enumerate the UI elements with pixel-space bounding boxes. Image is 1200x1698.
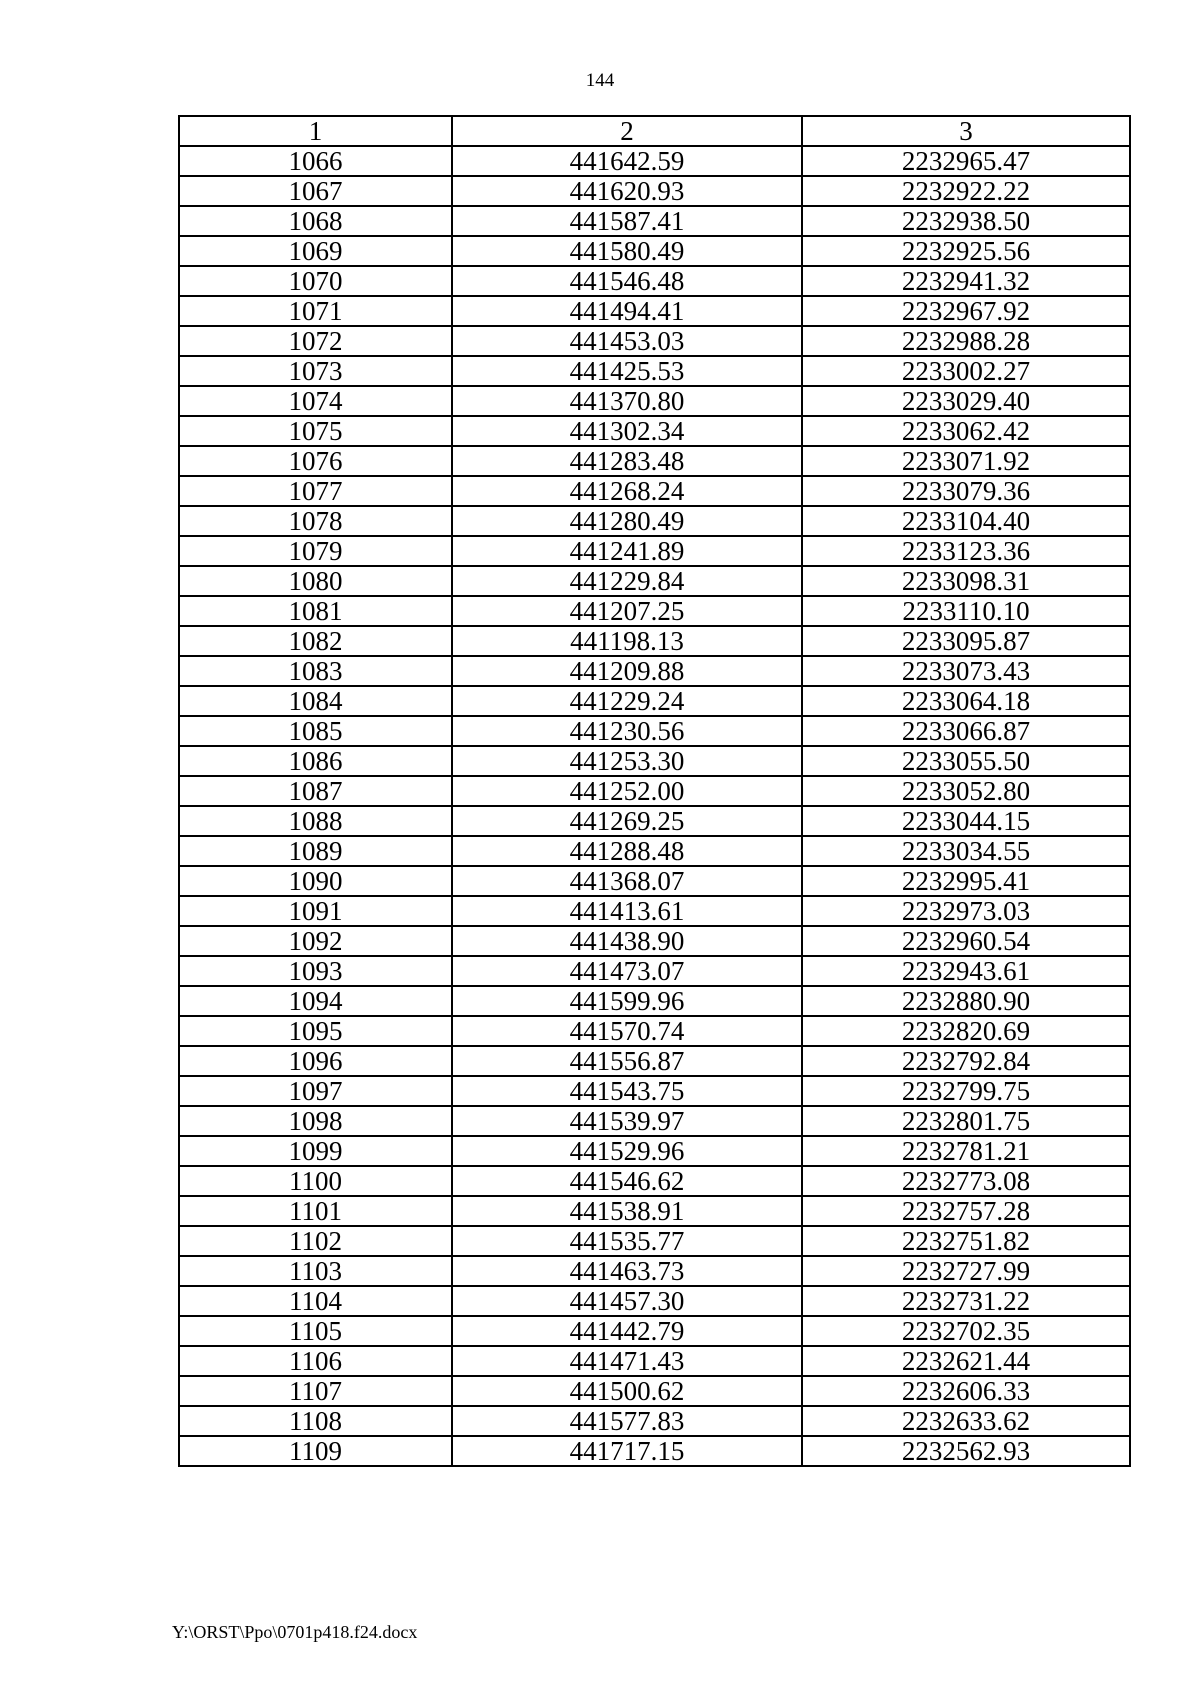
table-row [179,626,1130,656]
table-cell: 441368.07 [452,866,802,896]
table-cell: 441463.73 [452,1256,802,1286]
table-row [179,716,1130,746]
table-cell: 441253.30 [452,746,802,776]
table-cell: 2233034.55 [802,836,1130,866]
table-body [179,146,1130,1466]
table-row [179,536,1130,566]
table-cell: 1101 [179,1196,452,1226]
table-cell: 1095 [179,1016,452,1046]
table-cell: 441269.25 [452,806,802,836]
table-cell: 1073 [179,356,452,386]
table-row [179,596,1130,626]
table-cell: 2232967.92 [802,296,1130,326]
table-cell: 1078 [179,506,452,536]
table-cell: 2233044.15 [802,806,1130,836]
table-cell: 441370.80 [452,386,802,416]
table-cell: 1070 [179,266,452,296]
table-cell: 2233110.10 [802,596,1130,626]
table-row [179,776,1130,806]
table-cell: 2232820.69 [802,1016,1130,1046]
table-cell: 1085 [179,716,452,746]
table-cell: 2232702.35 [802,1316,1130,1346]
table-cell: 2233002.27 [802,356,1130,386]
table-row [179,1316,1130,1346]
table-cell: 2233064.18 [802,686,1130,716]
table-row [179,476,1130,506]
table-row [179,506,1130,536]
table-row [179,446,1130,476]
table-cell: 1069 [179,236,452,266]
table-row [179,836,1130,866]
table-cell: 1081 [179,596,452,626]
table-cell: 2232621.44 [802,1346,1130,1376]
table-cell: 1104 [179,1286,452,1316]
table-cell: 441546.48 [452,266,802,296]
table-cell: 2232965.47 [802,146,1130,176]
table-cell: 1075 [179,416,452,446]
table-row [179,206,1130,236]
table-row [179,1436,1130,1466]
table-cell: 2233095.87 [802,626,1130,656]
table-cell: 2232941.32 [802,266,1130,296]
table-row [179,956,1130,986]
table-row [179,1196,1130,1226]
table-cell: 2233062.42 [802,416,1130,446]
page-number: 144 [585,70,615,91]
table-cell: 1082 [179,626,452,656]
table-cell: 2233029.40 [802,386,1130,416]
table-cell: 1080 [179,566,452,596]
table-cell: 1088 [179,806,452,836]
table-cell: 1091 [179,896,452,926]
table-cell: 1106 [179,1346,452,1376]
table-header-row [179,116,1130,146]
table-row [179,1166,1130,1196]
table-row [179,686,1130,716]
table-cell: 1100 [179,1166,452,1196]
table-cell: 1103 [179,1256,452,1286]
table-cell: 441620.93 [452,176,802,206]
table-cell: 1102 [179,1226,452,1256]
table-cell: 441535.77 [452,1226,802,1256]
table-cell: 441580.49 [452,236,802,266]
table-cell: 441453.03 [452,326,802,356]
column-header: 1 [179,116,452,146]
table-cell: 2232757.28 [802,1196,1130,1226]
table-row [179,656,1130,686]
table-cell: 441438.90 [452,926,802,956]
table-row [179,896,1130,926]
table-cell: 1096 [179,1046,452,1076]
table-row [179,386,1130,416]
table-cell: 1074 [179,386,452,416]
table-cell: 441556.87 [452,1046,802,1076]
table-cell: 1079 [179,536,452,566]
table-cell: 1105 [179,1316,452,1346]
table-cell: 1099 [179,1136,452,1166]
table-cell: 1077 [179,476,452,506]
table-cell: 2233071.92 [802,446,1130,476]
table-cell: 1093 [179,956,452,986]
table-cell: 2232960.54 [802,926,1130,956]
table-cell: 1071 [179,296,452,326]
table-cell: 441539.97 [452,1106,802,1136]
table-cell: 2233104.40 [802,506,1130,536]
table-cell: 441538.91 [452,1196,802,1226]
table-cell: 441268.24 [452,476,802,506]
table-cell: 441425.53 [452,356,802,386]
table-cell: 2233073.43 [802,656,1130,686]
table-cell: 2232799.75 [802,1076,1130,1106]
table-row [179,1076,1130,1106]
table-cell: 441198.13 [452,626,802,656]
table-cell: 2232801.75 [802,1106,1130,1136]
table-cell: 441457.30 [452,1286,802,1316]
table-cell: 1087 [179,776,452,806]
table-row [179,1046,1130,1076]
table-row [179,1286,1130,1316]
table-cell: 2232773.08 [802,1166,1130,1196]
coordinates-table [178,115,1131,1467]
table-cell: 2232943.61 [802,956,1130,986]
table-row [179,326,1130,356]
table-cell: 441229.24 [452,686,802,716]
table-cell: 1067 [179,176,452,206]
table-cell: 441717.15 [452,1436,802,1466]
table-row [179,926,1130,956]
table-cell: 1066 [179,146,452,176]
table-cell: 441543.75 [452,1076,802,1106]
table-cell: 2232606.33 [802,1376,1130,1406]
table-row [179,566,1130,596]
table-cell: 1108 [179,1406,452,1436]
table-cell: 1068 [179,206,452,236]
table-cell: 441546.62 [452,1166,802,1196]
table-cell: 1107 [179,1376,452,1406]
table-cell: 2233052.80 [802,776,1130,806]
table-row [179,1346,1130,1376]
table-cell: 1098 [179,1106,452,1136]
table-cell: 2233123.36 [802,536,1130,566]
table-row [179,356,1130,386]
table-cell: 441570.74 [452,1016,802,1046]
table-cell: 441494.41 [452,296,802,326]
table-cell: 1089 [179,836,452,866]
table-cell: 2232925.56 [802,236,1130,266]
table-row [179,746,1130,776]
table-row [179,1226,1130,1256]
table-cell: 2232633.62 [802,1406,1130,1436]
table-cell: 2232922.22 [802,176,1130,206]
table-cell: 441500.62 [452,1376,802,1406]
table-row [179,806,1130,836]
table-cell: 2232995.41 [802,866,1130,896]
table-cell: 2233079.36 [802,476,1130,506]
table-cell: 1083 [179,656,452,686]
table-cell: 2232973.03 [802,896,1130,926]
table-row [179,1136,1130,1166]
table-row [179,986,1130,1016]
table-row [179,146,1130,176]
table-cell: 2233098.31 [802,566,1130,596]
table-cell: 1109 [179,1436,452,1466]
table-cell: 1084 [179,686,452,716]
table-row [179,1016,1130,1046]
table-cell: 441241.89 [452,536,802,566]
table-cell: 1086 [179,746,452,776]
table-cell: 441599.96 [452,986,802,1016]
table-cell: 2232792.84 [802,1046,1130,1076]
table-row [179,1376,1130,1406]
table-cell: 441577.83 [452,1406,802,1436]
table-row [179,236,1130,266]
table-cell: 441302.34 [452,416,802,446]
table-cell: 2233055.50 [802,746,1130,776]
file-path-footer: Y:\ORST\Ppo\0701p418.f24.docx [172,1622,418,1642]
table-cell: 441209.88 [452,656,802,686]
table-cell: 1092 [179,926,452,956]
table-cell: 2232781.21 [802,1136,1130,1166]
table-cell: 441229.84 [452,566,802,596]
table-row [179,1406,1130,1436]
table-cell: 2232731.22 [802,1286,1130,1316]
column-header: 2 [452,116,802,146]
table-cell: 1090 [179,866,452,896]
table-cell: 441442.79 [452,1316,802,1346]
table-cell: 1072 [179,326,452,356]
column-header: 3 [802,116,1130,146]
table-row [179,296,1130,326]
table-cell: 2232988.28 [802,326,1130,356]
table-row [179,1106,1130,1136]
table-cell: 441473.07 [452,956,802,986]
table-cell: 441230.56 [452,716,802,746]
table-cell: 441283.48 [452,446,802,476]
table-cell: 2232751.82 [802,1226,1130,1256]
table-row [179,866,1130,896]
table-cell: 441529.96 [452,1136,802,1166]
table-cell: 1076 [179,446,452,476]
table-cell: 441587.41 [452,206,802,236]
table-cell: 441288.48 [452,836,802,866]
table-cell: 2232562.93 [802,1436,1130,1466]
table-cell: 441471.43 [452,1346,802,1376]
table-row [179,1256,1130,1286]
table-cell: 441207.25 [452,596,802,626]
table-cell: 441413.61 [452,896,802,926]
table-cell: 441642.59 [452,146,802,176]
table-cell: 441252.00 [452,776,802,806]
table-cell: 2233066.87 [802,716,1130,746]
table-cell: 2232880.90 [802,986,1130,1016]
table-cell: 2232938.50 [802,206,1130,236]
table-cell: 1094 [179,986,452,1016]
table-row [179,416,1130,446]
table-row [179,266,1130,296]
table-row [179,176,1130,206]
table-cell: 441280.49 [452,506,802,536]
table-cell: 1097 [179,1076,452,1106]
table-cell: 2232727.99 [802,1256,1130,1286]
